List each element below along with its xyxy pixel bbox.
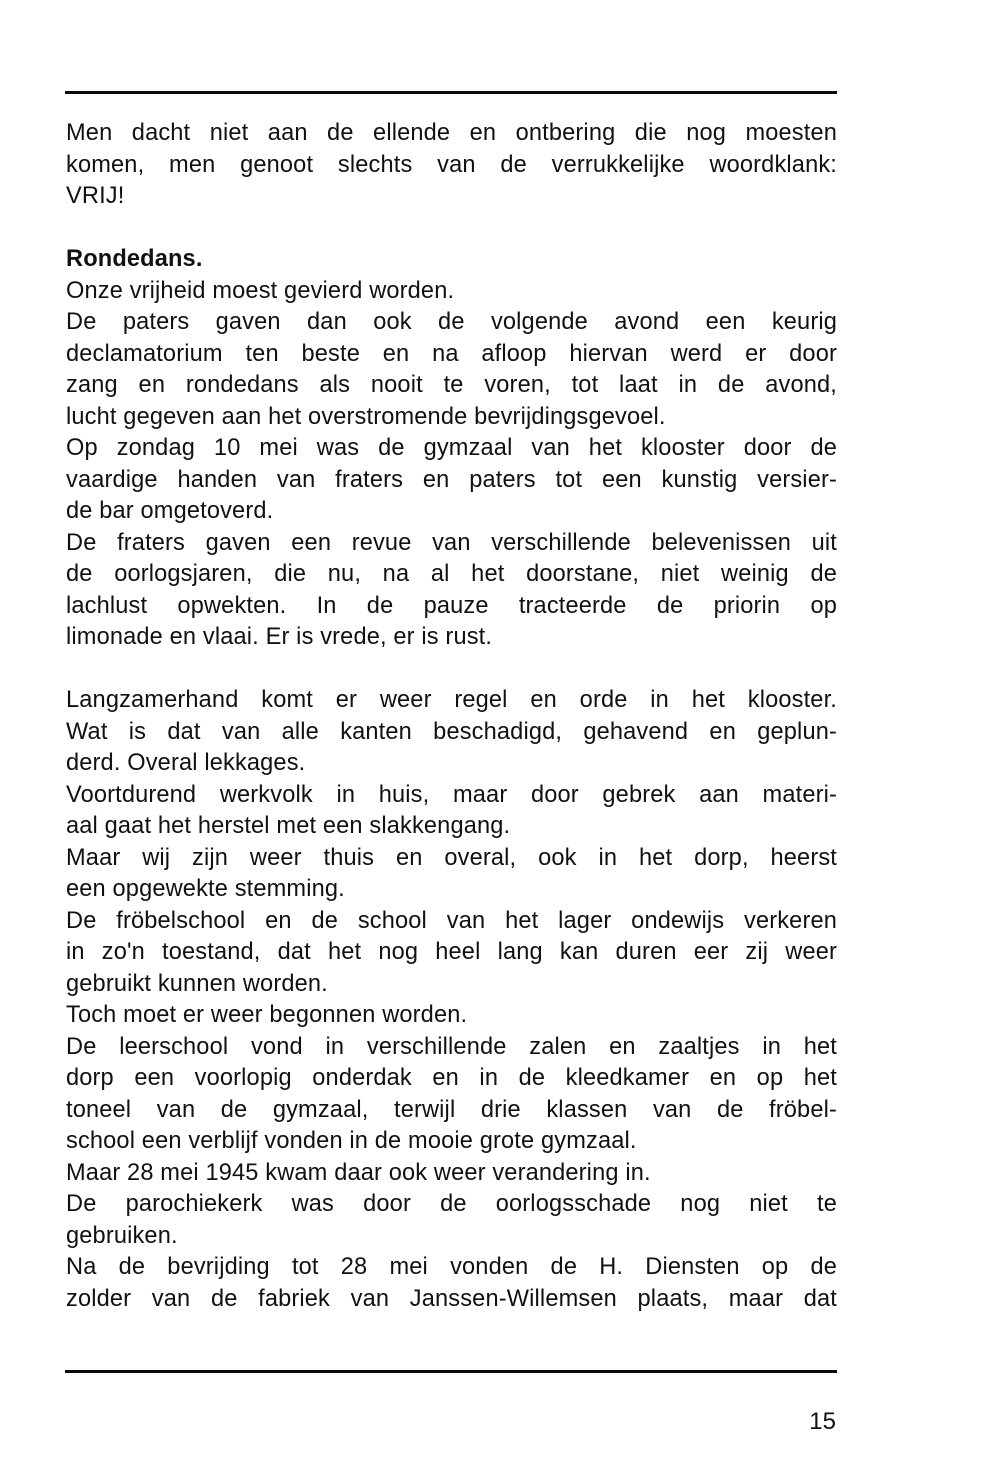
page-number: 15: [809, 1408, 836, 1435]
section-heading: Rondedans.: [66, 246, 203, 272]
paragraph: [66, 1158, 837, 1190]
text-line: Maar 28 mei 1945 kwam daar ook weer verandering in.: [66, 1159, 651, 1186]
text-line: derd. Overal lekkages.: [66, 750, 306, 776]
text-line: De fröbelschool en de school van het lager ondewijs verkeren: [66, 907, 837, 934]
text-line: school een verblijf vonden in de mooie grote gymzaal.: [66, 1128, 637, 1154]
paragraph: [66, 1189, 837, 1252]
text-line: gebruiken.: [66, 1222, 178, 1249]
text-line: komen, men genoot slechts van de verrukkelijke woordklank:: [66, 151, 837, 178]
bottom-rule: [65, 1370, 837, 1373]
text-line: Voortdurend werkvolk in huis, maar door gebrek aan materi-: [66, 781, 837, 808]
paragraph: [66, 433, 837, 528]
text-line: aal gaat het herstel met een slakkengang.: [66, 813, 511, 839]
text-line: zang en rondedans als nooit te voren, tot laat in de avond,: [66, 372, 837, 398]
text-line: De paters gaven dan ook de volgende avond een keurig: [66, 309, 837, 335]
paragraph: [66, 1252, 837, 1315]
text-line: Maar wij zijn weer thuis en overal, ook in het dorp, heerst: [66, 844, 837, 871]
text-line: VRIJ!: [66, 183, 125, 209]
paragraph: [66, 1032, 837, 1158]
top-rule: [65, 91, 837, 94]
text-line: vaardige handen van fraters en paters tot een kunstig versier-: [66, 466, 837, 493]
text-line: de bar omgetoverd.: [66, 498, 274, 524]
paragraph: [66, 685, 837, 780]
text-line: Men dacht niet aan de ellende en ontbering die nog moesten: [66, 120, 837, 146]
text-line: De fraters gaven een revue van verschillende belevenissen uit: [66, 529, 837, 556]
text-line: lachlust opwekten. In de pauze tracteerde de priorin op: [66, 592, 837, 619]
text-line: een opgewekte stemming.: [66, 876, 345, 902]
text-line: De parochiekerk was door de oorlogsschade nog niet te: [66, 1191, 837, 1217]
text-line: toneel van de gymzaal, terwijl drie klassen van de fröbel-: [66, 1096, 837, 1123]
paragraph: [66, 906, 837, 1001]
paragraph: [66, 1000, 837, 1032]
paragraph: [66, 528, 837, 654]
text-line: declamatorium ten beste en na afloop hiervan werd er door: [66, 340, 837, 367]
paragraph: [66, 307, 837, 433]
paragraph: [66, 843, 837, 906]
text-line: de oorlogsjaren, die nu, na al het doorstane, niet weinig de: [66, 561, 837, 587]
text-line: zolder van de fabriek van Janssen-Willemsen plaats, maar dat: [66, 1285, 837, 1312]
text-line: De leerschool vond in verschillende zalen en zaaltjes in het: [66, 1033, 837, 1060]
text-line: dorp een voorlopig onderdak en in de kleedkamer en op het: [66, 1065, 837, 1091]
text-line: Wat is dat van alle kanten beschadigd, gehavend en geplun-: [66, 718, 837, 745]
text-line: Toch moet er weer begonnen worden.: [66, 1002, 468, 1028]
text-line: Onze vrijheid moest gevierd worden.: [66, 277, 455, 304]
text-line: lucht gegeven aan het overstromende bevrijdingsgevoel.: [66, 403, 666, 430]
text-line: Na de bevrijding tot 28 mei vonden de H. Diensten op de: [66, 1254, 837, 1280]
text-line: Langzamerhand komt er weer regel en orde in het klooster.: [66, 687, 837, 713]
paragraph: [66, 780, 837, 843]
paragraph: [66, 276, 837, 308]
page-body-text: [66, 118, 837, 1315]
blank-line: [66, 213, 837, 245]
blank-line: [66, 654, 837, 686]
paragraph: [66, 118, 837, 213]
text-line: in zo'n toestand, dat het nog heel lang kan duren eer zij weer: [66, 939, 837, 965]
text-line: limonade en vlaai. Er is vrede, er is rust.: [66, 624, 493, 650]
text-line: Op zondag 10 mei was de gymzaal van het klooster door de: [66, 435, 837, 461]
text-line: gebruikt kunnen worden.: [66, 970, 328, 997]
